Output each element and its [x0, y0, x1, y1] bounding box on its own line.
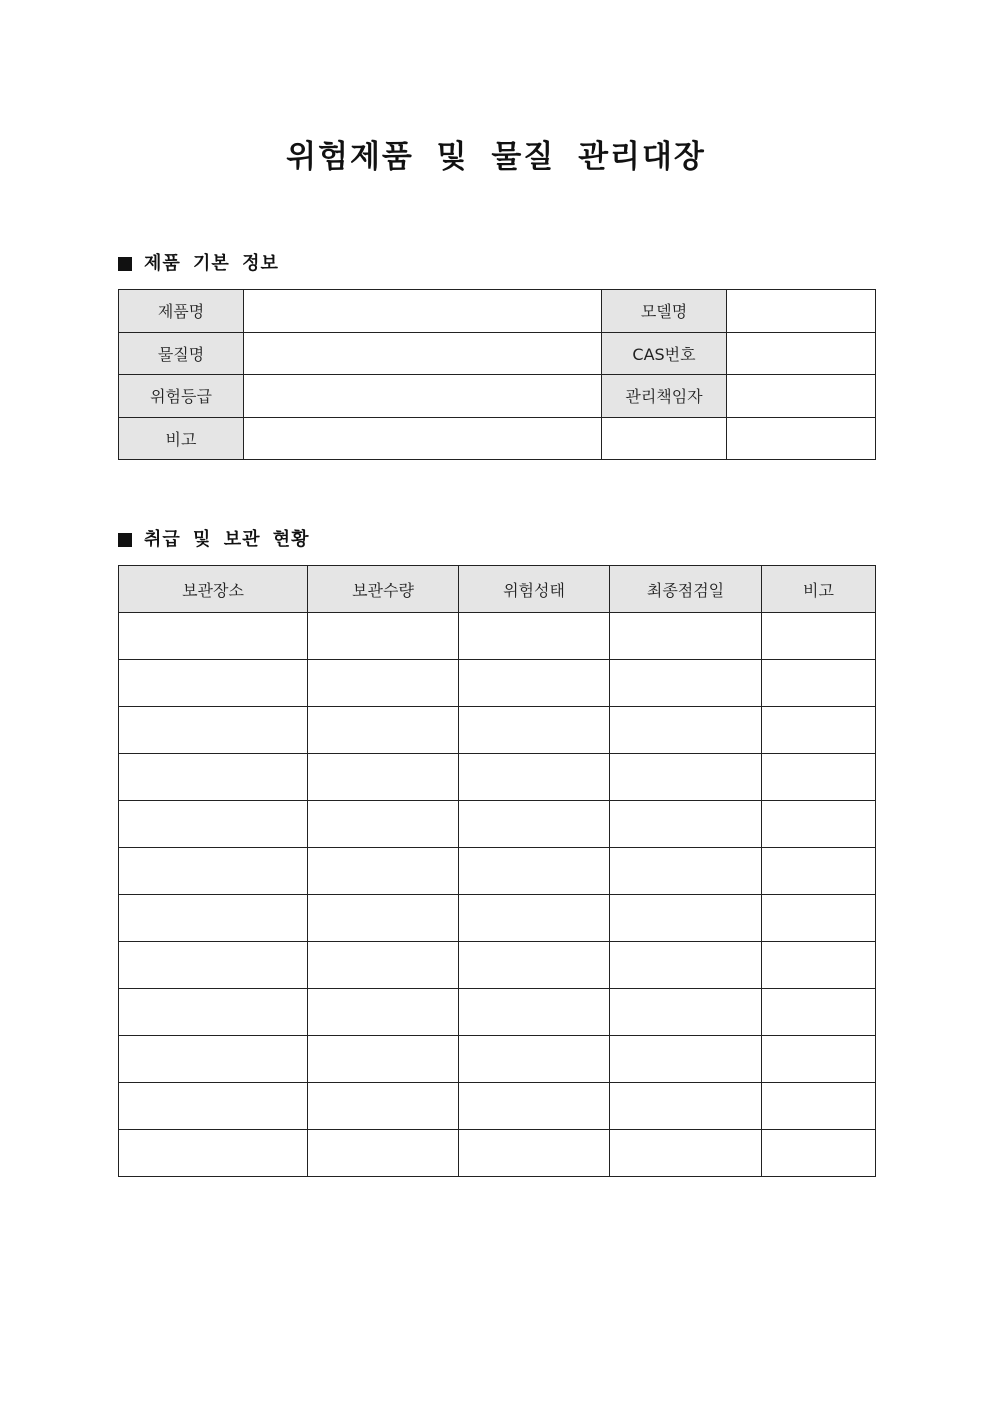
column-header-last-inspection-date: 최종점검일 — [610, 566, 762, 613]
hazard-status-cell[interactable] — [459, 895, 610, 942]
table-row — [119, 1130, 876, 1177]
table-row — [119, 942, 876, 989]
label-hazard-grade: 위험등급 — [119, 375, 244, 418]
empty-cell[interactable] — [602, 417, 727, 460]
hazard-grade-field[interactable] — [244, 375, 602, 418]
remarks-cell[interactable] — [762, 1130, 876, 1177]
section-heading-label: 취급 및 보관 현황 — [144, 529, 310, 550]
last-inspection-date-cell[interactable] — [610, 707, 762, 754]
last-inspection-date-cell[interactable] — [610, 1036, 762, 1083]
storage-quantity-cell[interactable] — [308, 660, 459, 707]
storage-location-cell[interactable] — [119, 848, 308, 895]
last-inspection-date-cell[interactable] — [610, 801, 762, 848]
last-inspection-date-cell[interactable] — [610, 660, 762, 707]
product-name-field[interactable] — [244, 290, 602, 333]
substance-name-field[interactable] — [244, 332, 602, 375]
table-row — [119, 989, 876, 1036]
remarks-cell[interactable] — [762, 1036, 876, 1083]
storage-quantity-cell[interactable] — [308, 848, 459, 895]
label-manager: 관리책임자 — [602, 375, 727, 418]
remarks-cell[interactable] — [762, 707, 876, 754]
column-header-hazard-status: 위험성태 — [459, 566, 610, 613]
storage-location-cell[interactable] — [119, 660, 308, 707]
storage-location-cell[interactable] — [119, 613, 308, 660]
remarks-cell[interactable] — [762, 1083, 876, 1130]
storage-location-cell[interactable] — [119, 801, 308, 848]
hazard-status-cell[interactable] — [459, 942, 610, 989]
square-bullet-icon — [118, 257, 132, 271]
storage-quantity-cell[interactable] — [308, 989, 459, 1036]
remarks-field[interactable] — [244, 417, 602, 460]
hazard-status-cell[interactable] — [459, 989, 610, 1036]
hazard-status-cell[interactable] — [459, 1036, 610, 1083]
label-model-name: 모델명 — [602, 290, 727, 333]
storage-quantity-cell[interactable] — [308, 754, 459, 801]
storage-location-cell[interactable] — [119, 942, 308, 989]
remarks-cell[interactable] — [762, 754, 876, 801]
square-bullet-icon — [118, 533, 132, 547]
hazard-status-cell[interactable] — [459, 613, 610, 660]
section-heading-basic-info — [118, 251, 279, 277]
storage-status-table — [118, 565, 876, 1177]
table-row — [119, 375, 876, 418]
remarks-cell[interactable] — [762, 942, 876, 989]
last-inspection-date-cell[interactable] — [610, 848, 762, 895]
last-inspection-date-cell[interactable] — [610, 613, 762, 660]
document-title: 위험제품 및 물질 관리대장 — [286, 139, 706, 175]
hazard-status-cell[interactable] — [459, 754, 610, 801]
storage-location-cell[interactable] — [119, 1083, 308, 1130]
storage-quantity-cell[interactable] — [308, 613, 459, 660]
label-remarks: 비고 — [119, 417, 244, 460]
last-inspection-date-cell[interactable] — [610, 895, 762, 942]
table-row — [119, 1083, 876, 1130]
table-row — [119, 848, 876, 895]
column-header-remarks: 비고 — [762, 566, 876, 613]
section-heading-label: 제품 기본 정보 — [144, 253, 279, 274]
hazard-status-cell[interactable] — [459, 660, 610, 707]
last-inspection-date-cell[interactable] — [610, 989, 762, 1036]
storage-quantity-cell[interactable] — [308, 1130, 459, 1177]
section-heading-storage-status — [118, 527, 310, 553]
remarks-cell[interactable] — [762, 613, 876, 660]
hazard-status-cell[interactable] — [459, 707, 610, 754]
storage-location-cell[interactable] — [119, 989, 308, 1036]
storage-location-cell[interactable] — [119, 895, 308, 942]
remarks-cell[interactable] — [762, 848, 876, 895]
last-inspection-date-cell[interactable] — [610, 1083, 762, 1130]
label-substance-name: 물질명 — [119, 332, 244, 375]
storage-location-cell[interactable] — [119, 1036, 308, 1083]
table-row — [119, 754, 876, 801]
hazard-status-cell[interactable] — [459, 801, 610, 848]
model-name-field[interactable] — [727, 290, 876, 333]
storage-location-cell[interactable] — [119, 1130, 308, 1177]
storage-quantity-cell[interactable] — [308, 707, 459, 754]
table-header-row — [119, 566, 876, 613]
storage-quantity-cell[interactable] — [308, 942, 459, 989]
table-row — [119, 801, 876, 848]
column-header-storage-location: 보관장소 — [119, 566, 308, 613]
table-row — [119, 895, 876, 942]
column-header-storage-quantity: 보관수량 — [308, 566, 459, 613]
label-product-name: 제품명 — [119, 290, 244, 333]
last-inspection-date-cell[interactable] — [610, 942, 762, 989]
storage-location-cell[interactable] — [119, 754, 308, 801]
remarks-cell[interactable] — [762, 989, 876, 1036]
storage-quantity-cell[interactable] — [308, 895, 459, 942]
table-row — [119, 332, 876, 375]
last-inspection-date-cell[interactable] — [610, 1130, 762, 1177]
table-row — [119, 290, 876, 333]
table-row — [119, 660, 876, 707]
hazard-status-cell[interactable] — [459, 848, 610, 895]
basic-info-table — [118, 289, 876, 460]
remarks-cell[interactable] — [762, 801, 876, 848]
remarks-cell[interactable] — [762, 660, 876, 707]
label-cas-number: CAS번호 — [602, 332, 727, 375]
table-row — [119, 707, 876, 754]
table-row — [119, 1036, 876, 1083]
storage-location-cell[interactable] — [119, 707, 308, 754]
last-inspection-date-cell[interactable] — [610, 754, 762, 801]
empty-cell[interactable] — [727, 417, 876, 460]
hazard-status-cell[interactable] — [459, 1130, 610, 1177]
storage-quantity-cell[interactable] — [308, 1083, 459, 1130]
storage-table-body — [119, 613, 876, 1177]
storage-quantity-cell[interactable] — [308, 801, 459, 848]
manager-field[interactable] — [727, 375, 876, 418]
table-row — [119, 417, 876, 460]
storage-quantity-cell[interactable] — [308, 1036, 459, 1083]
table-row — [119, 613, 876, 660]
cas-number-field[interactable] — [727, 332, 876, 375]
hazard-status-cell[interactable] — [459, 1083, 610, 1130]
remarks-cell[interactable] — [762, 895, 876, 942]
